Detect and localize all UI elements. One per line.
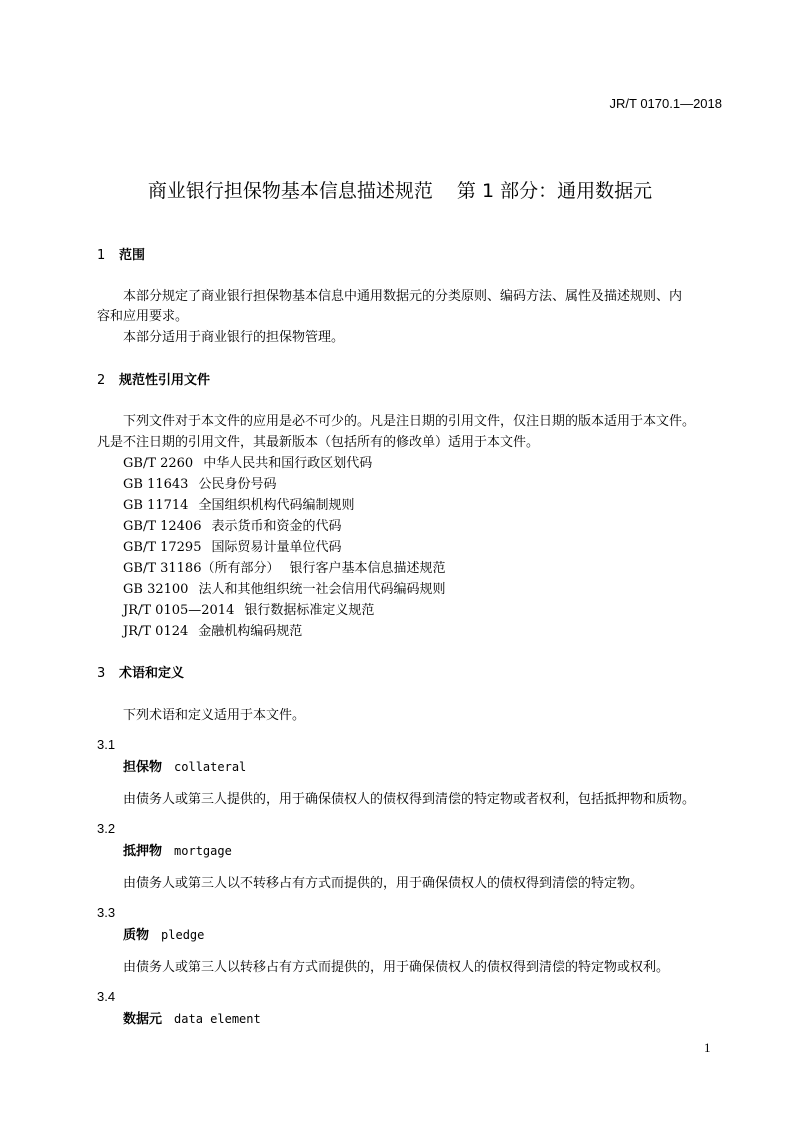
term-name: 抵押物 mortgage <box>123 844 232 859</box>
section-1-paragraph2: 本部分适用于商业银行的担保物管理。 <box>123 330 345 345</box>
term-number: 3.3 <box>97 905 116 920</box>
section-1-heading: 1 范围 <box>97 248 146 263</box>
reference-item: GB 11643 公民身份号码 <box>123 477 277 492</box>
section-3-intro: 下列术语和定义适用于本文件。 <box>123 708 306 723</box>
section-1-paragraph-line1: 本部分规定了商业银行担保物基本信息中通用数据元的分类原则、编码方法、属性及描述规则、内 <box>123 289 683 304</box>
reference-item: JR/T 0124 金融机构编码规范 <box>123 624 303 639</box>
reference-item: GB/T 31186（所有部分） 银行客户基本信息描述规范 <box>123 561 446 576</box>
term-number: 3.2 <box>97 821 116 836</box>
section-3-heading: 3 术语和定义 <box>97 666 185 681</box>
section-2-paragraph-line1: 下列文件对于本文件的应用是必不可少的。凡是注日期的引用文件，仅注日期的版本适用于本文件。 <box>123 414 696 429</box>
term-name: 担保物 collateral <box>123 760 247 775</box>
section-1-paragraph-line2: 容和应用要求。 <box>97 309 189 324</box>
reference-item: GB 32100 法人和其他组织统一社会信用代码编码规则 <box>123 582 446 597</box>
reference-item: GB/T 2260 中华人民共和国行政区划代码 <box>123 456 373 471</box>
title-part: 第 1 部分：通用数据元 <box>456 180 653 202</box>
reference-item: JR/T 0105—2014 银行数据标准定义规范 <box>123 603 375 618</box>
page-number: 1 <box>704 1040 711 1055</box>
title-main: 商业银行担保物基本信息描述规范 <box>147 180 433 202</box>
section-2-heading: 2 规范性引用文件 <box>97 373 211 388</box>
term-definition: 由债务人或第三人提供的，用于确保债权人的债权得到清偿的特定物或者权利，包括抵押物和质物。 <box>123 792 696 807</box>
document-number: JR/T 0170.1—2018 <box>609 96 722 111</box>
term-number: 3.4 <box>97 989 116 1004</box>
reference-item: GB/T 17295 国际贸易计量单位代码 <box>123 540 342 555</box>
term-name: 质物 pledge <box>123 928 205 943</box>
page-title <box>0 176 800 203</box>
term-definition: 由债务人或第三人以转移占有方式而提供的，用于确保债权人的债权得到清偿的特定物或权利。 <box>123 960 670 975</box>
term-number: 3.1 <box>97 737 116 752</box>
reference-item: GB/T 12406 表示货币和资金的代码 <box>123 519 342 534</box>
reference-item: GB 11714 全国组织机构代码编制规则 <box>123 498 355 513</box>
term-name: 数据元 data element <box>123 1012 261 1027</box>
term-definition: 由债务人或第三人以不转移占有方式而提供的，用于确保债权人的债权得到清偿的特定物。 <box>123 876 644 891</box>
section-2-paragraph-line2: 凡是不注日期的引用文件，其最新版本（包括所有的修改单）适用于本文件。 <box>97 435 540 450</box>
